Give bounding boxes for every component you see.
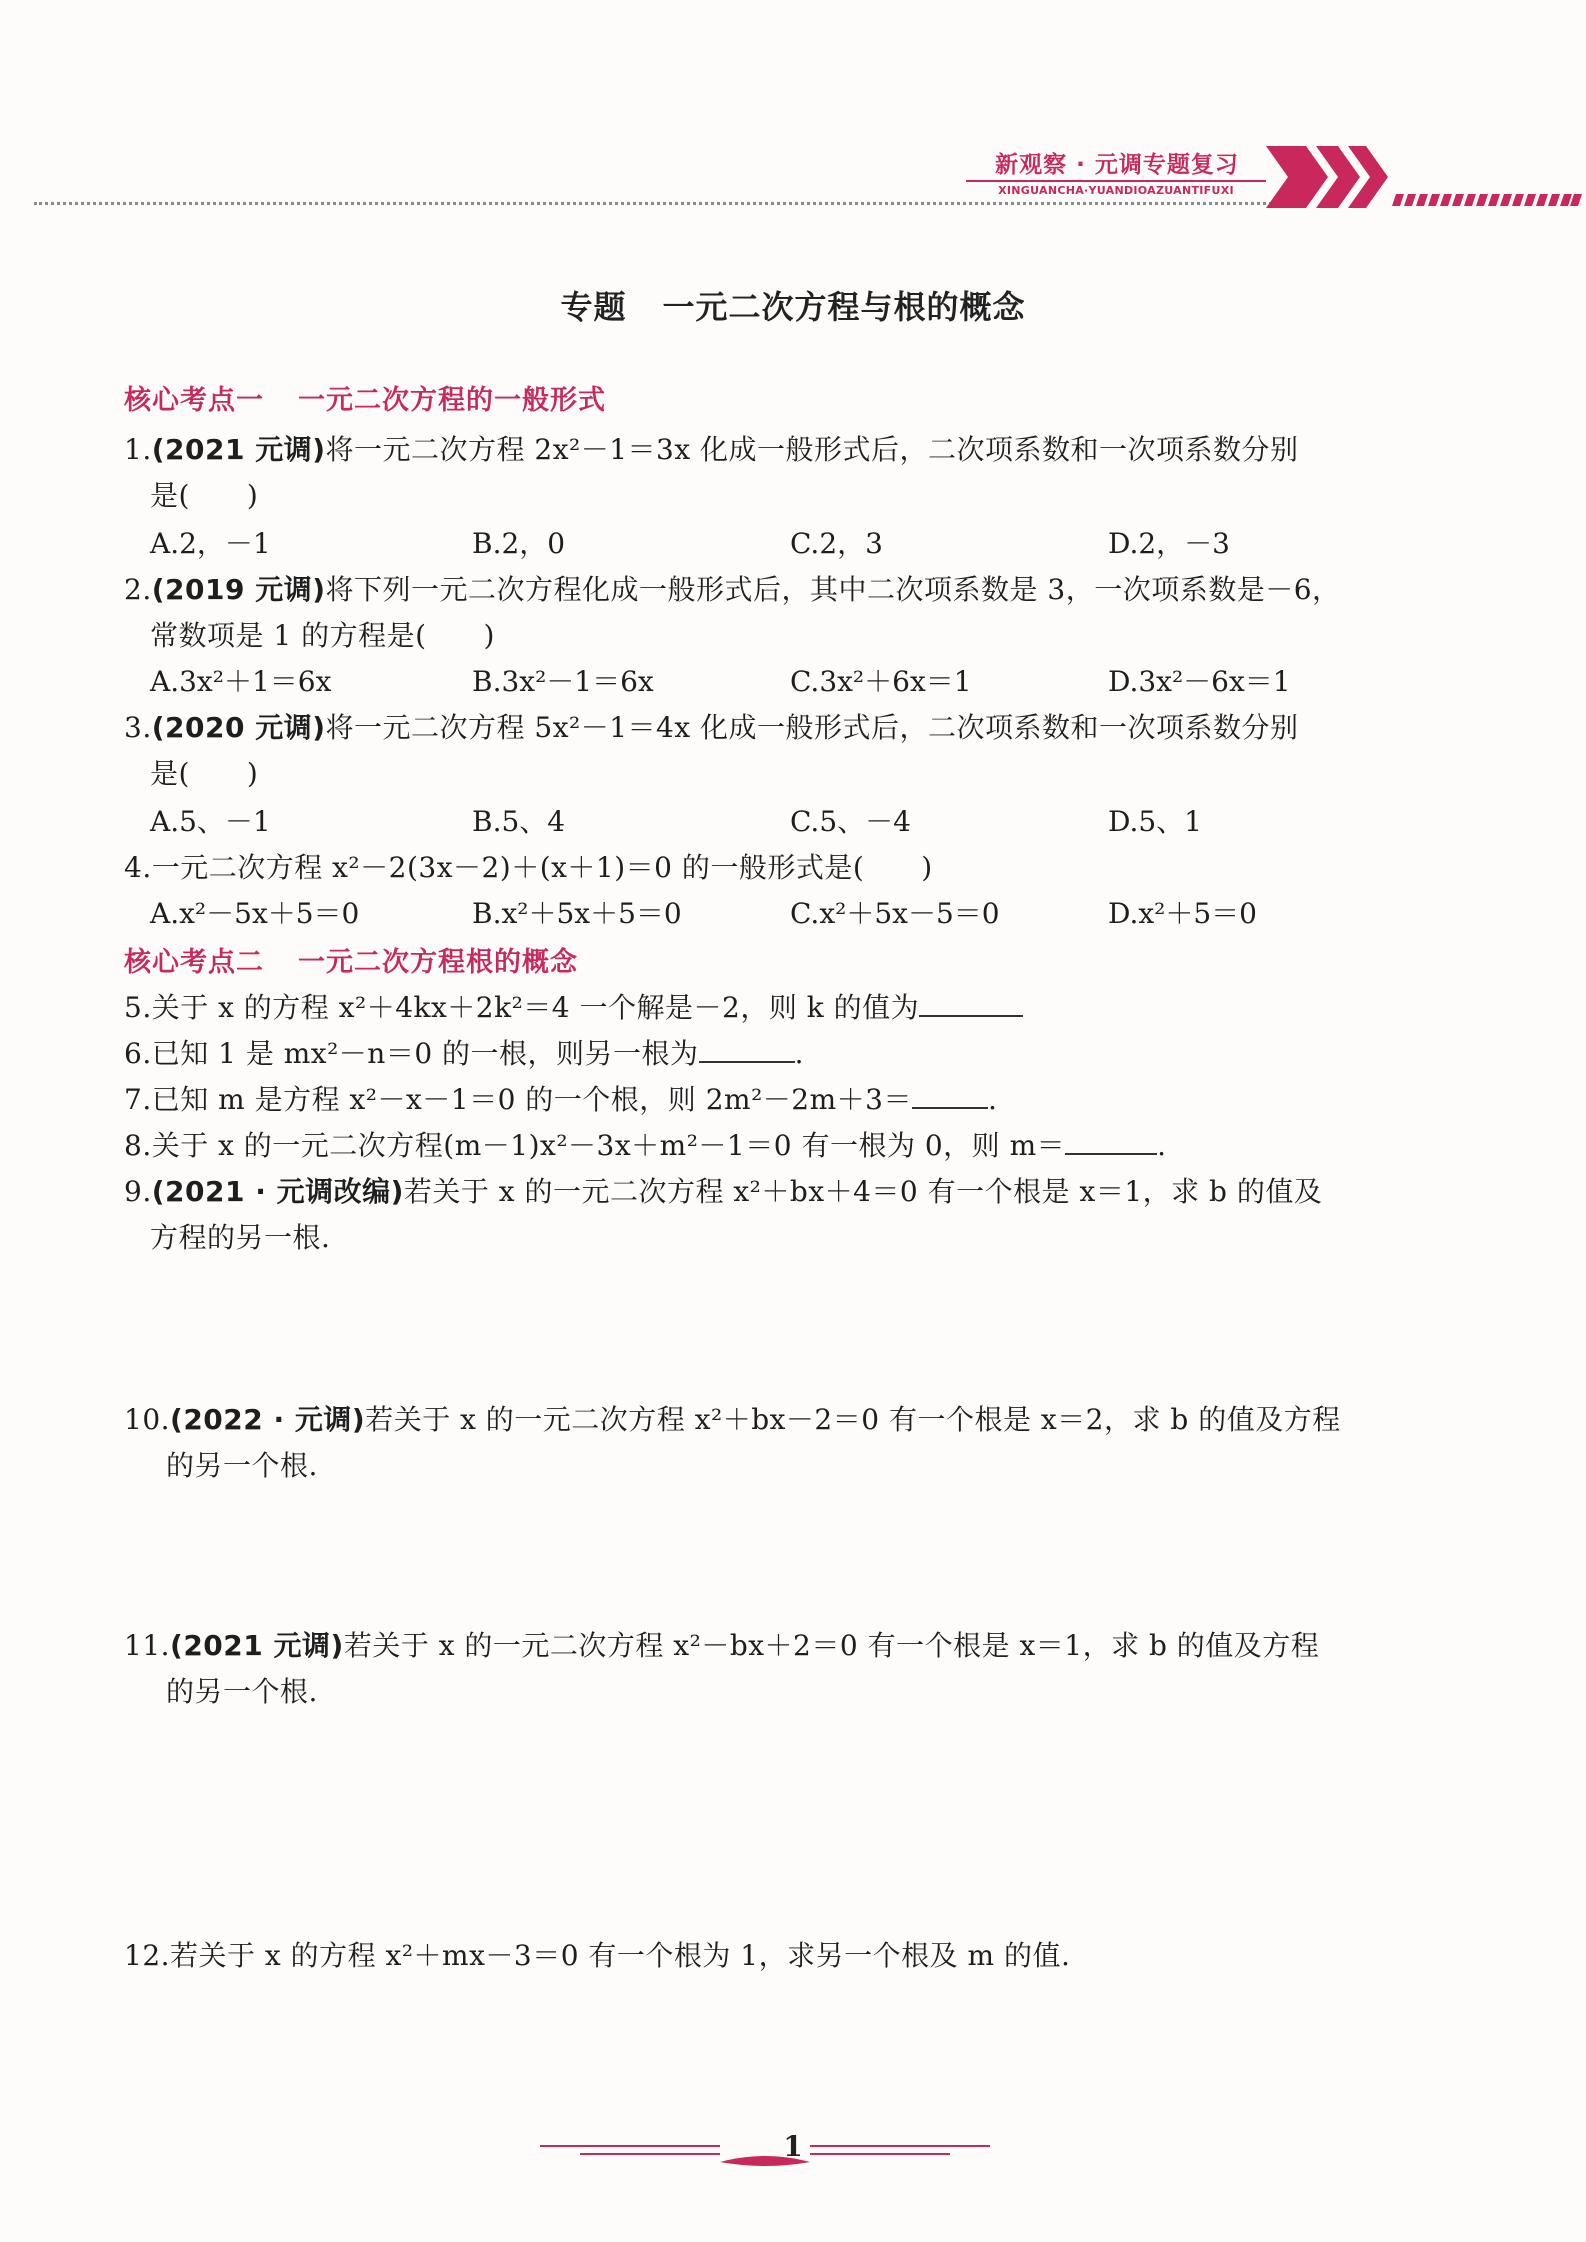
period-mark: . (794, 1037, 804, 1070)
question-2-cont: 常数项是 1 的方程是( ) (150, 619, 495, 652)
answer-blank[interactable] (912, 1085, 988, 1109)
question-9-cont: 方程的另一根. (150, 1221, 331, 1254)
option-d: D.5、1 (1108, 805, 1202, 838)
question-source-tag: (2021 元调) (151, 433, 326, 466)
section-heading-2 (124, 940, 578, 979)
page-title-text: 一元二次方程与根的概念 (662, 288, 1026, 326)
brand-banner (966, 144, 1266, 206)
question-text: 将下列一元二次方程化成一般形式后，其中二次项系数是 3，一次项系数是－6， (325, 573, 1341, 606)
question-3-cont: 是( ) (150, 757, 259, 790)
option-c: C.2，3 (790, 527, 883, 560)
question-text: 已知 m 是方程 x²－x－1＝0 的一个根，则 2m²－2m＋3＝ (151, 1083, 912, 1116)
answer-blank[interactable] (1065, 1131, 1157, 1155)
question-text: 关于 x 的方程 x²＋4kx＋2k²＝4 一个解是－2，则 k 的值为 (151, 991, 920, 1024)
page-number: 1 (783, 2130, 803, 2163)
question-number: 2. (124, 573, 152, 606)
section-label: 核心考点一 (124, 385, 264, 416)
question-1 (124, 428, 1299, 468)
question-text: 一元二次方程 x²－2(3x－2)＋(x＋1)＝0 的一般形式是( ) (151, 851, 933, 884)
question-source-tag: (2022 · 元调) (170, 1403, 366, 1436)
question-text: 关于 x 的一元二次方程(m－1)x²－3x＋m²－1＝0 有一根为 0，则 m＝ (151, 1129, 1066, 1162)
question-7 (124, 1078, 997, 1118)
question-5 (124, 986, 1023, 1026)
option-b: B.3x²－1＝6x (472, 665, 654, 698)
section-heading-1 (124, 378, 606, 417)
question-number: 11. (124, 1629, 171, 1662)
question-text: 将一元二次方程 5x²－1＝4x 化成一般形式后，二次项系数和一次项系数分别 (325, 711, 1299, 744)
question-number: 7. (124, 1083, 152, 1116)
question-source-tag: (2019 元调) (151, 573, 326, 606)
question-number: 9. (124, 1175, 152, 1208)
brand-divider (966, 180, 1266, 182)
question-source-tag: (2021 元调) (170, 1629, 344, 1662)
option-a: A.5、－1 (150, 805, 271, 838)
question-10 (124, 1398, 1341, 1438)
brand-title: 新观察 · 元调专题复习 (995, 152, 1239, 178)
question-text: 若关于 x 的一元二次方程 x²＋bx－2＝0 有一个根是 x＝2，求 b 的值及方程 (365, 1403, 1341, 1436)
option-b: B.5、4 (472, 805, 566, 838)
question-number: 3. (124, 711, 152, 744)
page-title (0, 282, 1586, 328)
section-text: 一元二次方程根的概念 (298, 947, 578, 978)
option-a: A.x²－5x＋5＝0 (150, 897, 360, 930)
period-mark: . (987, 1083, 998, 1116)
question-number: 12. (124, 1939, 171, 1972)
question-8 (124, 1124, 1167, 1164)
question-source-tag: (2020 元调) (151, 711, 326, 744)
question-number: 10. (124, 1403, 171, 1436)
option-c: C.3x²＋6x＝1 (790, 665, 972, 698)
question-12 (124, 1934, 1070, 1974)
question-text: 若关于 x 的一元二次方程 x²＋bx＋4＝0 有一个根是 x＝1，求 b 的值及 (403, 1175, 1323, 1208)
option-b: B.2，0 (472, 527, 566, 560)
answer-blank[interactable] (919, 993, 1023, 1017)
question-text: 若关于 x 的方程 x²＋mx－3＝0 有一个根为 1，求另一个根及 m 的值. (170, 1939, 1071, 1972)
option-a: A.2，－1 (150, 527, 271, 560)
question-text: 若关于 x 的一元二次方程 x²－bx＋2＝0 有一个根是 x＝1，求 b 的值及方程 (343, 1629, 1320, 1662)
question-number: 4. (124, 851, 152, 884)
section-label: 核心考点二 (124, 947, 264, 978)
question-6 (124, 1032, 804, 1072)
option-a: A.3x²＋1＝6x (150, 665, 332, 698)
question-3 (124, 706, 1299, 746)
question-10-cont: 的另一个根. (166, 1449, 318, 1482)
section-text: 一元二次方程的一般形式 (298, 385, 606, 416)
brand-subtitle: XINGUANCHA·YUANDIOAZUANTIFUXI (998, 184, 1234, 197)
option-b: B.x²＋5x＋5＝0 (472, 897, 682, 930)
option-d: D.3x²－6x＝1 (1108, 665, 1291, 698)
question-text: 将一元二次方程 2x²－1＝3x 化成一般形式后，二次项系数和一次项系数分别 (325, 433, 1299, 466)
question-11-cont: 的另一个根. (166, 1675, 318, 1708)
question-source-tag: (2021 · 元调改编) (151, 1175, 404, 1208)
option-c: C.x²＋5x－5＝0 (790, 897, 1000, 930)
option-c: C.5、－4 (790, 805, 911, 838)
page-title-label: 专题 (560, 288, 627, 326)
question-4 (124, 846, 933, 886)
option-d: D.2，－3 (1108, 527, 1230, 560)
question-text: 已知 1 是 mx²－n＝0 的一根，则另一根为 (151, 1037, 699, 1070)
question-9 (124, 1170, 1322, 1210)
question-number: 6. (124, 1037, 152, 1070)
question-number: 1. (124, 433, 152, 466)
answer-blank[interactable] (699, 1039, 795, 1063)
period-mark: . (1157, 1129, 1167, 1162)
question-11 (124, 1624, 1319, 1664)
chevron-arrows-icon (1266, 144, 1586, 210)
question-1-cont: 是( ) (150, 479, 259, 512)
question-number: 5. (124, 991, 152, 1024)
question-number: 8. (124, 1129, 152, 1162)
option-d: D.x²＋5＝0 (1108, 897, 1257, 930)
question-2 (124, 568, 1341, 608)
